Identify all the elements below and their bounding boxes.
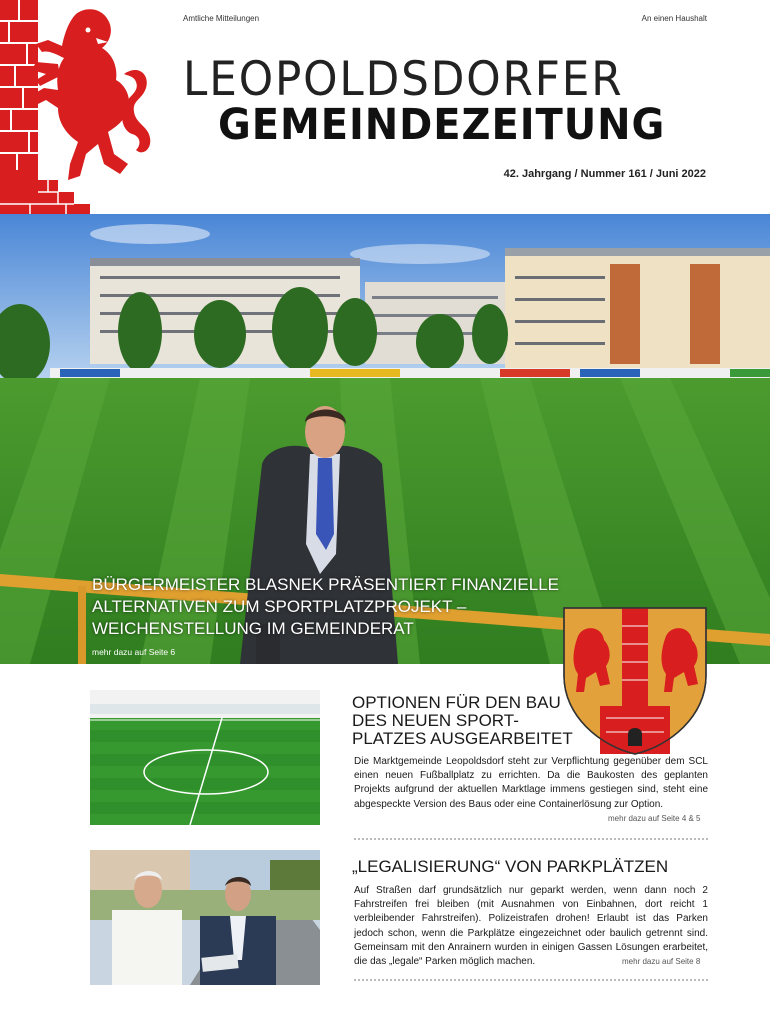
article1-body: Die Marktgemeinde Leopoldsdorf steht zur Verpflichtung gegenüber dem SCL einen neuen Fußballplatz zu errichten. Da die Baukosten des geplanten Projekts aufgrund der aktuellen Marktlage immens gestiegen sind, steht eine abgespeckte Version des Baus oder eine Containerlösung zur Option. <box>354 756 708 810</box>
issue-info: 42. Jahrgang / Nummer 161 / Juni 2022 <box>503 168 706 180</box>
title-line2: GEMEINDEZEITUNG <box>218 100 666 150</box>
household-label: An einen Haushalt <box>641 14 707 23</box>
article1-title: OPTIONEN FÜR DEN BAU DES NEUEN SPORT-PLATZES AUSGEARBEITET <box>352 693 573 748</box>
divider <box>354 979 708 981</box>
official-notice-label: Amtliche Mitteilungen <box>183 14 260 23</box>
article2-more-link[interactable]: mehr dazu auf Seite 8 <box>622 957 701 966</box>
title-line1: LEOPOLDSDORFER <box>183 52 624 107</box>
pitch-rendering-image <box>90 690 320 825</box>
parking-photo <box>90 850 320 985</box>
article1-more-link[interactable]: mehr dazu auf Seite 4 & 5 <box>608 814 701 823</box>
lion-icon <box>28 4 153 194</box>
divider <box>354 838 708 840</box>
hero-more-link[interactable]: mehr dazu auf Seite 6 <box>92 647 176 657</box>
hero-headline: BÜRGERMEISTER BLASNEK PRÄSENTIERT FINANZIELLE ALTERNATIVEN ZUM SPORTPLATZPROJEKT – WEICHENSTELLUNG IM GEMEINDERAT <box>92 575 559 638</box>
article2-title: „LEGALISIERUNG“ VON PARKPLÄTZEN <box>352 857 669 876</box>
article2-body: Auf Straßen darf grundsätzlich nur geparkt werden, wenn dann noch 2 Fahrstreifen frei bleiben (mit Ausnahmen von Einbahnen, dort reicht 1 verbleibender Fahrstreifen). Polizeistrafen drohen! Erlaubt ist das Parken jedoch schon, wenn die Parkplätze eingezeichnet oder baulich getrennt sind. Gemeinsam mit den Anrainern wurden in einigen Gassen Lösungen erarbeitet, die das „legale“ Parken möglich machen. <box>354 885 708 968</box>
